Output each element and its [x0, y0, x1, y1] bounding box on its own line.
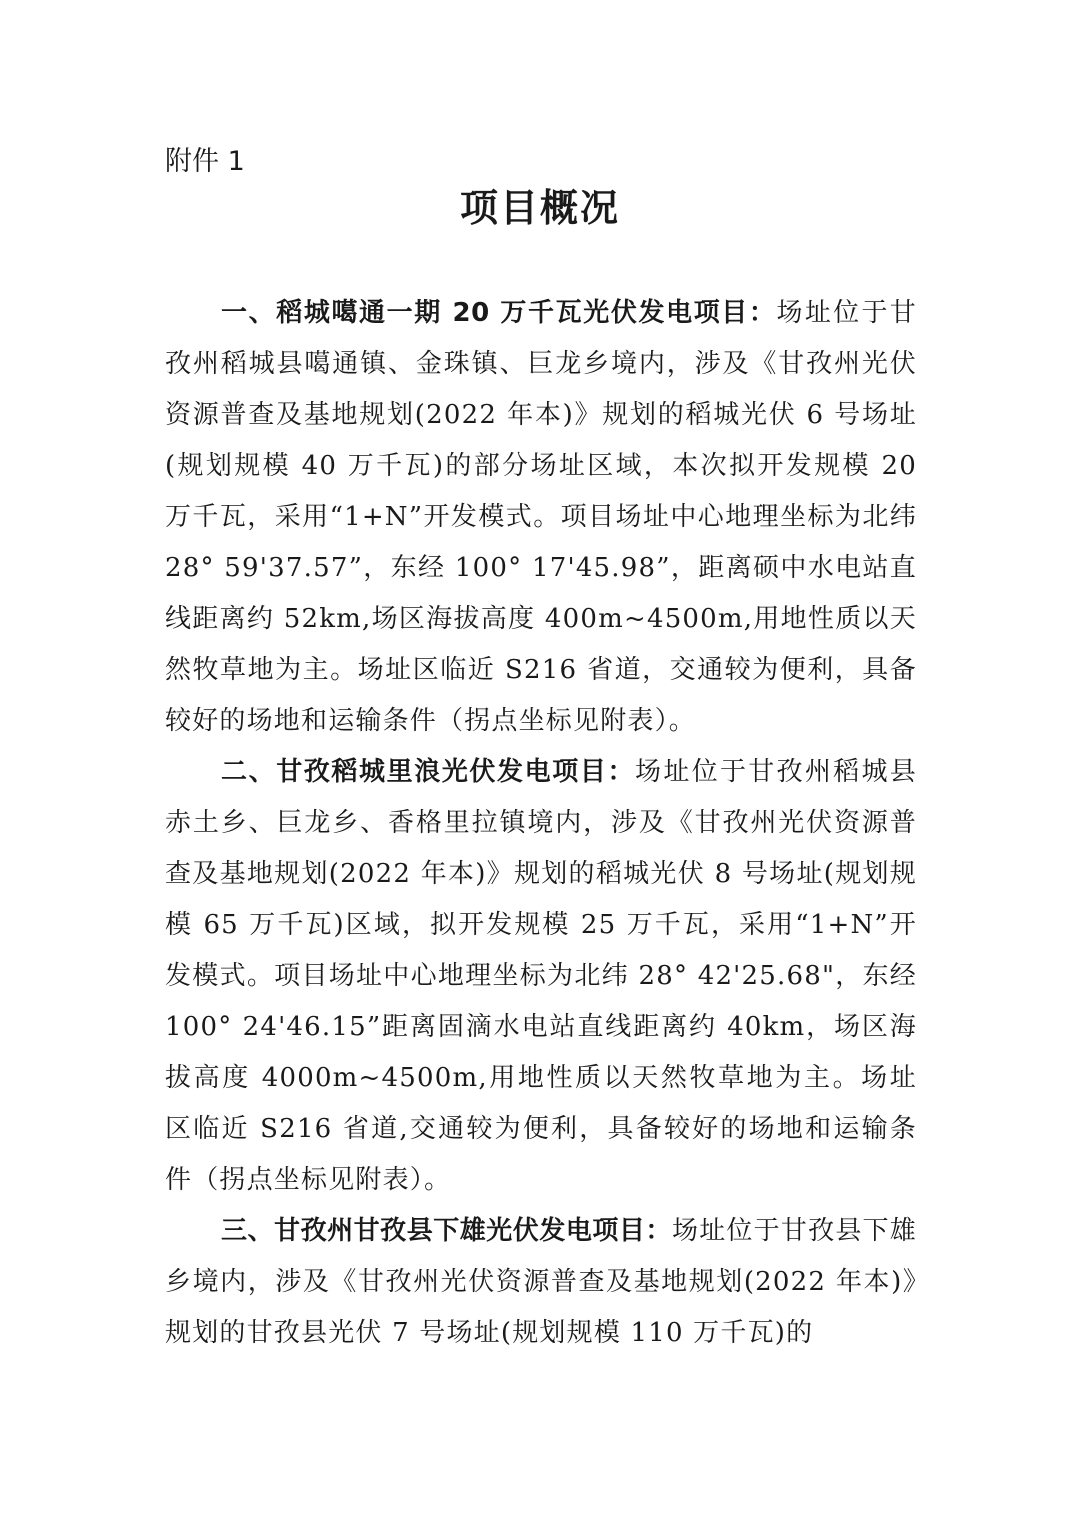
paragraph-body: 场址位于甘孜州稻城县赤土乡、巨龙乡、香格里拉镇境内，涉及《甘孜州光伏资源普查及基地规划(2022 年本)》规划的稻城光伏 8 号场址(规划规模 65 万千瓦)区域，拟开发规模 25 万千瓦，采用“1+N”开发模式。项目场址中心地理坐标为北纬 28° 42'25.68"，东经 100° 24'46.15”距离固滴水电站直线距离约 40km，场区海拔高度 4000m~4500m,用地性质以天然牧草地为主。场址区临近 S216 省道,交通较为便利，具备较好的场地和运输条件（拐点坐标见附表）。: [165, 757, 917, 1195]
paragraph-heading: 一、稻城噶通一期 20 万千瓦光伏发电项目：: [221, 298, 777, 328]
paragraph-body: 场址位于甘孜州稻城县噶通镇、金珠镇、巨龙乡境内，涉及《甘孜州光伏资源普查及基地规划(2022 年本)》规划的稻城光伏 6 号场址(规划规模 40 万千瓦)的部分场址区域，本次拟开发规模 20 万千瓦，采用“1+N”开发模式。项目场址中心地理坐标为北纬 28° 59'37.57”，东经 100° 17'45.98”，距离硕中水电站直线距离约 52km,场区海拔高度 400m~4500m,用地性质以天然牧草地为主。场址区临近 S216 省道，交通较为便利，具备较好的场地和运输条件（拐点坐标见附表）。: [165, 298, 917, 736]
paragraph-project-2: [165, 747, 917, 1206]
document-body: [165, 288, 917, 1359]
paragraph-heading: 三、甘孜州甘孜县下雄光伏发电项目：: [221, 1216, 672, 1246]
document-title: 项目概况: [459, 186, 620, 230]
paragraph-project-1: [165, 288, 917, 747]
paragraph-project-3: [165, 1206, 917, 1359]
paragraph-heading: 二、甘孜稻城里浪光伏发电项目：: [221, 757, 636, 787]
attachment-label: 附件 1: [165, 146, 245, 177]
paragraph-body: 场址位于甘孜县下雄乡境内，涉及《甘孜州光伏资源普查及基地规划(2022 年本)》规划的甘孜县光伏 7 号场址(规划规模 110 万千瓦)的: [165, 1216, 917, 1348]
